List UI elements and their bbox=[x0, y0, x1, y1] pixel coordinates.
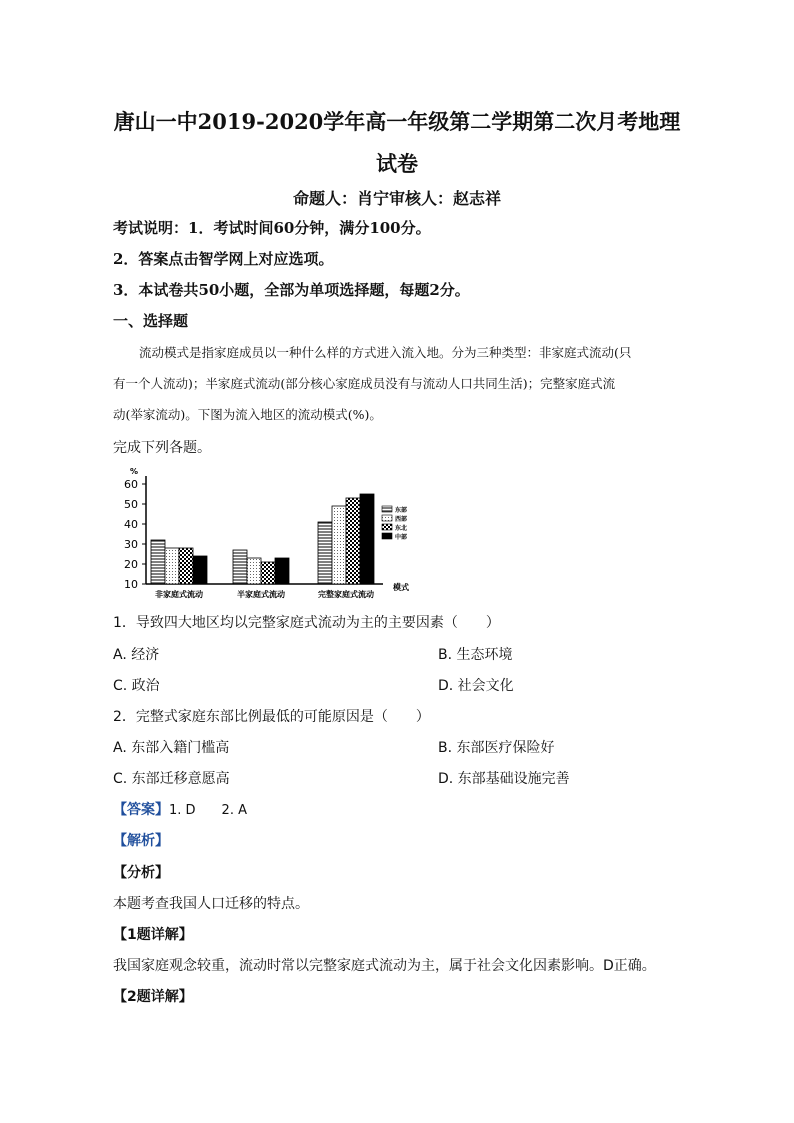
y-tick-label: 40 bbox=[124, 518, 138, 531]
page-title: 唐山一中2019-2020学年高一年级第二学期第二次月考地理 bbox=[113, 109, 681, 134]
y-tick-label: 20 bbox=[124, 558, 138, 571]
bar bbox=[193, 556, 207, 584]
x-axis-label: 模式 bbox=[393, 583, 409, 592]
fenxi-text: 本题考查我国人口迁移的特点。 bbox=[113, 896, 309, 912]
bar bbox=[247, 558, 261, 584]
question-2-option-a[interactable]: A. 东部入籍门槛高 bbox=[113, 740, 230, 756]
legend-swatch bbox=[382, 524, 392, 530]
instruction-2: 2．答案点击智学网上对应选项。 bbox=[113, 250, 334, 268]
legend-label: 东部 bbox=[395, 507, 408, 514]
x-tick-label: 半家庭式流动 bbox=[237, 590, 285, 599]
question-1-option-a[interactable]: A. 经济 bbox=[113, 647, 160, 663]
fenxi-label: 【分析】 bbox=[113, 865, 169, 881]
legend-swatch bbox=[382, 515, 392, 521]
bar bbox=[360, 494, 374, 584]
instruction-1: 考试说明：1．考试时间60分钟，满分100分。 bbox=[113, 219, 431, 237]
answer-row bbox=[113, 799, 247, 819]
question-2-option-b[interactable]: B. 东部医疗保险好 bbox=[438, 740, 555, 756]
answer-text: 1. D 2. A bbox=[169, 803, 247, 818]
y-tick-label: 50 bbox=[124, 498, 138, 511]
legend-swatch bbox=[382, 506, 392, 512]
bar bbox=[165, 548, 179, 584]
question-2-option-c[interactable]: C. 东部迁移意愿高 bbox=[113, 771, 230, 787]
legend-label: 东北 bbox=[395, 525, 408, 532]
passage-line-2: 有一个人流动)；半家庭式流动(部分核心家庭成员没有与流动人口共同生活)；完整家庭式流 bbox=[113, 376, 616, 391]
question-2-stem: 2．完整式家庭东部比例最低的可能原因是（ ） bbox=[113, 709, 430, 725]
y-axis-label: % bbox=[130, 467, 139, 476]
instruction-3: 3．本试卷共50小题，全部为单项选择题，每题2分。 bbox=[113, 281, 470, 299]
y-tick-label: 60 bbox=[124, 478, 138, 491]
section-title: 一、选择题 bbox=[113, 312, 189, 330]
q2-detail-label: 【2题详解】 bbox=[113, 989, 193, 1005]
passage-line-1: 流动模式是指家庭成员以一种什么样的方式进入流入地。分为三种类型：非家庭式流动(只 bbox=[139, 345, 632, 360]
page-title-line2: 试卷 bbox=[376, 151, 418, 176]
x-tick-label: 完整家庭式流动 bbox=[318, 590, 374, 599]
passage-line-3: 动(举家流动)。下图为流入地区的流动模式(%)。 bbox=[113, 407, 382, 422]
bar bbox=[332, 506, 346, 584]
x-tick-label: 非家庭式流动 bbox=[155, 590, 203, 599]
analysis-label: 【解析】 bbox=[113, 833, 169, 849]
bar-chart bbox=[108, 462, 428, 610]
legend-label: 中部 bbox=[395, 534, 408, 541]
bar bbox=[318, 522, 332, 584]
answer-label: 【答案】 bbox=[113, 802, 169, 818]
bar bbox=[275, 558, 289, 584]
legend-label: 西部 bbox=[395, 516, 408, 523]
question-1-option-b[interactable]: B. 生态环境 bbox=[438, 647, 513, 663]
legend-swatch bbox=[382, 533, 392, 539]
bar bbox=[179, 548, 193, 584]
q1-detail-label: 【1题详解】 bbox=[113, 927, 193, 943]
bar bbox=[151, 540, 165, 584]
question-1-option-d[interactable]: D. 社会文化 bbox=[438, 678, 514, 694]
question-1-stem: 1．导致四大地区均以完整家庭式流动为主的主要因素（ ） bbox=[113, 615, 500, 631]
authors: 命题人：肖宁审核人：赵志祥 bbox=[292, 189, 501, 208]
y-tick-label: 10 bbox=[124, 578, 138, 591]
prompt-text: 完成下列各题。 bbox=[113, 440, 211, 456]
bar bbox=[233, 550, 247, 584]
question-1-option-c[interactable]: C. 政治 bbox=[113, 678, 160, 694]
q1-detail-text: 我国家庭观念较重，流动时常以完整家庭式流动为主，属于社会文化因素影响。D正确。 bbox=[113, 958, 656, 974]
bar bbox=[346, 498, 360, 584]
y-tick-label: 30 bbox=[124, 538, 138, 551]
question-2-option-d[interactable]: D. 东部基础设施完善 bbox=[438, 771, 570, 787]
bar bbox=[261, 562, 275, 584]
